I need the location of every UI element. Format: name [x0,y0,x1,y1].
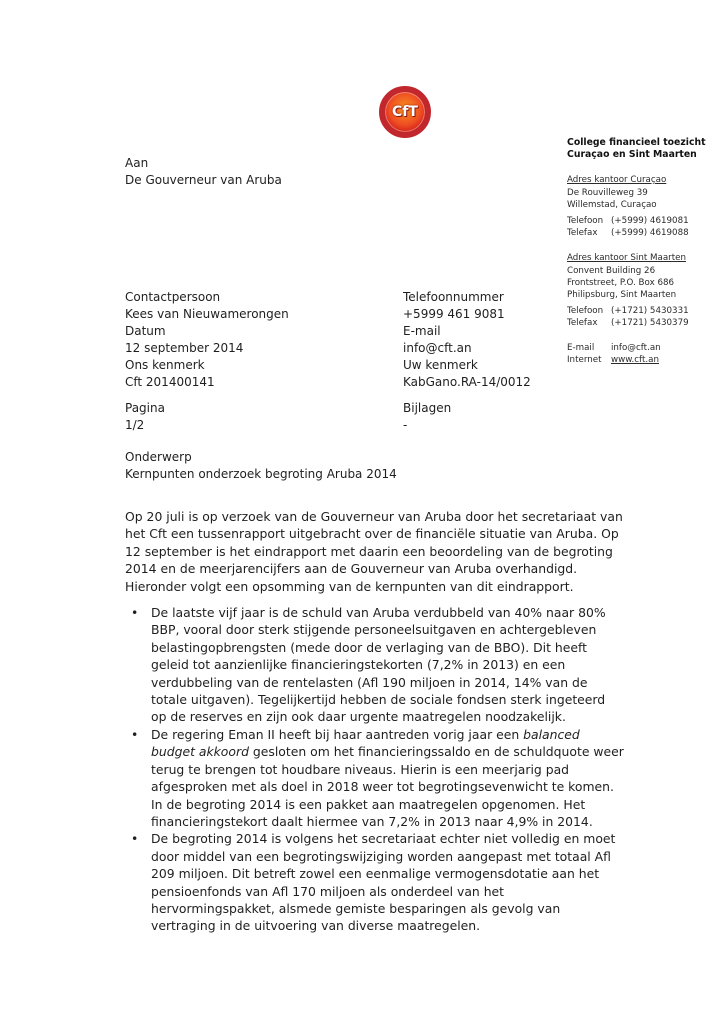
contact-person-label: Contactpersoon [125,290,221,304]
ons-kenmerk-value: Cft 201400141 [125,375,215,389]
bullet-marker: • [131,831,139,847]
meta-left-column [125,289,289,391]
bullet-text: De begroting 2014 is volgens het secretariaat echter niet volledig en moet door middel van een begrotingswijziging worden aangepast met totaal Afl 209 miljoen. Dit betreft zowel een eenmalige vermogensdotatie aan het pensioenfonds van Afl 170 miljoen als onderdeel van het hervormingspakket, alsmede gemiste besparingen als gevolg van vertraging in de uitvoering van diverse maatregelen. [151,831,616,934]
sidebar-internet-label: Internet [567,355,602,365]
sint-maarten-phone-value: (+1721) 5430331 [611,306,689,316]
uw-kenmerk-value: KabGano.RA-14/0012 [403,375,531,389]
pagina-value: 1/2 [125,418,145,432]
sidebar-contact-info [567,137,719,366]
phone-number-label: Telefoonnummer [403,290,504,304]
bijlagen-label: Bijlagen [403,401,452,415]
italic-phrase: balanced budget akkoord [151,726,580,760]
list-item [125,604,624,726]
curacao-fax-value: (+5999) 4619088 [611,228,689,238]
phone-number-value: +5999 461 9081 [403,307,505,321]
curacao-phone-value: (+5999) 4619081 [611,216,689,226]
email-label: E-mail [403,324,441,338]
bullet-marker: • [131,605,139,621]
ons-kenmerk-label: Ons kenmerk [125,358,205,372]
office-curacao-heading: Adres kantoor Curaçao [567,175,667,185]
bullet-marker: • [131,726,139,742]
letter-body [125,508,624,935]
sint-maarten-address-line: Convent Building 26 [567,266,656,276]
cft-logo-text: CfT [392,104,418,120]
date-value: 12 september 2014 [125,341,244,355]
sint-maarten-address-line: Frontstreet, P.O. Box 686 [567,278,675,288]
attachments-indicator [403,400,451,434]
sint-maarten-address-line: Philipsburg, Sint Maarten [567,290,677,300]
recipient-name: De Gouverneur van Aruba [125,173,282,187]
date-label: Datum [125,324,166,338]
office-curacao [567,174,719,239]
org-name-line1: College financieel toezicht [567,137,706,148]
pagina-label: Pagina [125,401,165,415]
sint-maarten-fax-label: Telefax [567,318,598,328]
sidebar-internet-link[interactable]: www.cft.an [611,355,659,365]
recipient-block [125,155,282,189]
meta-right-column [403,289,531,391]
sint-maarten-fax-value: (+1721) 5430379 [611,318,689,328]
bijlagen-value: - [403,418,408,432]
sidebar-email-value: info@cft.an [611,343,661,353]
office-sint-maarten [567,252,719,329]
list-item [125,830,624,934]
org-name-line2: Curaçao en Sint Maarten [567,149,697,160]
recipient-label: Aan [125,156,149,170]
page-indicator [125,400,165,434]
uw-kenmerk-label: Uw kenmerk [403,358,478,372]
list-item [125,726,624,830]
bullet-text: De laatste vijf jaar is de schuld van Aruba verdubbeld van 40% naar 80% BBP, vooral door sterk stijgende personeelsuitgaven en achtergebleven belastingopbrengsten (mede door de verlaging van de BBO). Dit heeft geleid tot aanzienlijke financieringstekorten (7,2% in 2013) en een verdubbeling van de rentelasten (Afl 190 miljoen in 2014, 14% van de totale uitgaven). Tegelijkertijd hebben de sociale fondsen sterk ingeteerd op de reserves en zijn ook daar urgente maatregelen noodzakelijk. [151,605,606,725]
curacao-phone-label: Telefoon [567,216,604,226]
sidebar-email-label: E-mail [567,343,595,353]
sint-maarten-phone-label: Telefoon [567,306,604,316]
key-points-list [125,604,624,935]
bullet-text: De regering Eman II heeft bij haar aantreden vorig jaar een balanced budget akkoord gesloten om het financieringssaldo en de schuldquote weer terug te brengen tot houdbare niveaus. Hierin is een meerjarig pad afgesproken met als doel in 2018 weer tot begrotingsevenwicht te komen. In de begroting 2014 is een pakket aan maatregelen opgenomen. Het financieringstekort daalt hiermee van 7,2% in 2013 naar 4,9% in 2014. [151,726,624,829]
curacao-address-line: De Rouvilleweg 39 [567,188,648,198]
office-sint-maarten-heading: Adres kantoor Sint Maarten [567,253,686,263]
email-value: info@cft.an [403,341,472,355]
intro-paragraph: Op 20 juli is op verzoek van de Gouverneur van Aruba door het secretariaat van het Cft een tussenrapport uitgebracht over de financiële situatie van Aruba. Op 12 september is het eindrapport met daarin een beoordeling van de begroting 2014 en de meerjarencijfers aan de Gouverneur van Aruba overhandigd. Hieronder volgt een opsomming van de kernpunten van dit eindrapport. [125,509,623,594]
contact-person-value: Kees van Nieuwamerongen [125,307,289,321]
subject-label: Onderwerp [125,450,192,464]
curacao-fax-label: Telefax [567,228,598,238]
subject-block [125,449,397,483]
subject-value: Kernpunten onderzoek begroting Aruba 2014 [125,467,397,481]
curacao-address-line: Willemstad, Curaçao [567,200,657,210]
cft-logo-icon [379,86,431,138]
